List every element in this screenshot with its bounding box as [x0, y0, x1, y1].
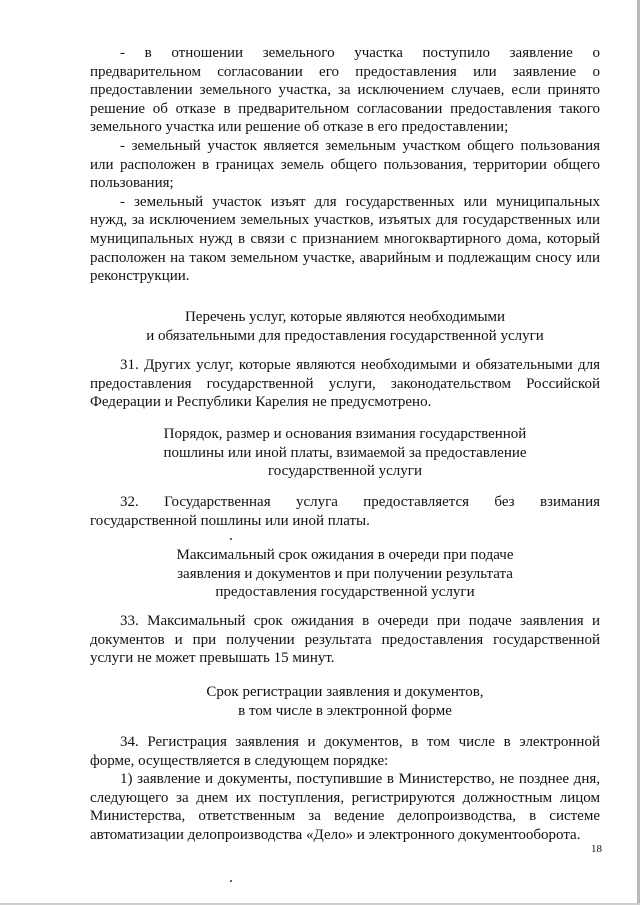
- paragraph-34: 34. Регистрация заявления и документов, в том числе в электронной форме, осуществляется в следующем порядке:: [90, 734, 600, 769]
- heading-line: Максимальный срок ожидания в очереди при подаче: [176, 547, 514, 563]
- section-heading-32: [90, 425, 600, 481]
- section-body-33: [90, 612, 600, 668]
- paragraph-34-item-1: 1) заявление и документы, поступившие в Министерство, не позднее дня, следующего за днем их поступления, регистрируются должностным лицом Министерства, ответственным за ведение делопроизводства, в системе автоматизации делопроизводства «Дело» и электронного документооборота.: [90, 771, 600, 843]
- list-item: - земельный участок изъят для государственных или муниципальных нужд, за исключением земельных участков, изъятых для государственных или муниципальных нужд в связи с признанием многоквартирного дома, который расположен на таком земельном участке, аварийным и подлежащим сносу или реконструкции.: [90, 193, 600, 285]
- heading-line: и обязательными для предоставления государственной услуги: [146, 327, 544, 344]
- section-body-32: [90, 493, 600, 530]
- paragraph-31: 31. Других услуг, которые являются необходимыми и обязательными для предоставления государственной услуги, законодательством Российской Федерации и Республики Карелия не предусмотрено.: [90, 357, 600, 411]
- heading-line: пошлины или иной платы, взимаемой за предоставление: [163, 444, 527, 461]
- scan-speck: [230, 538, 232, 540]
- section-body-31: [90, 356, 600, 412]
- section-heading-31: [90, 308, 600, 345]
- list-item: - земельный участок является земельным участком общего пользования или расположен в границах земель общего пользования, территории общего пользования;: [90, 137, 600, 192]
- heading-line: Срок регистрации заявления и документов,: [206, 684, 484, 700]
- paragraph-32: 32. Государственная услуга предоставляется без взимания государственной пошлины или иной платы.: [90, 494, 600, 529]
- heading-line: в том числе в электронной форме: [238, 702, 452, 719]
- section-heading-33: [90, 546, 600, 602]
- list-item: - в отношении земельного участка поступило заявление о предварительном согласовании его предоставления или заявление о предоставлении земельного участка, за исключением случаев, если принято решение об отказе в предварительном согласовании предоставления такого земельного участка или решение об отказе в его предоставлении;: [90, 45, 600, 136]
- page-number: 18: [591, 843, 602, 855]
- scan-speck: [230, 880, 232, 882]
- heading-line: государственной услуги: [268, 463, 422, 480]
- heading-line: Перечень услуг, которые являются необходимыми: [184, 309, 506, 325]
- heading-line: предоставления государственной услуги: [215, 584, 475, 601]
- paragraph-33: 33. Максимальный срок ожидания в очереди при подаче заявления и документов и при получении результата предоставления государственной услуги не может превышать 15 минут.: [90, 613, 600, 667]
- heading-line: Порядок, размер и основания взимания государственной: [163, 426, 527, 442]
- section-heading-34: [90, 683, 600, 720]
- heading-line: заявления и документов и при получении результата: [177, 565, 513, 582]
- intro-list: [90, 44, 600, 286]
- section-body-34: [90, 733, 600, 845]
